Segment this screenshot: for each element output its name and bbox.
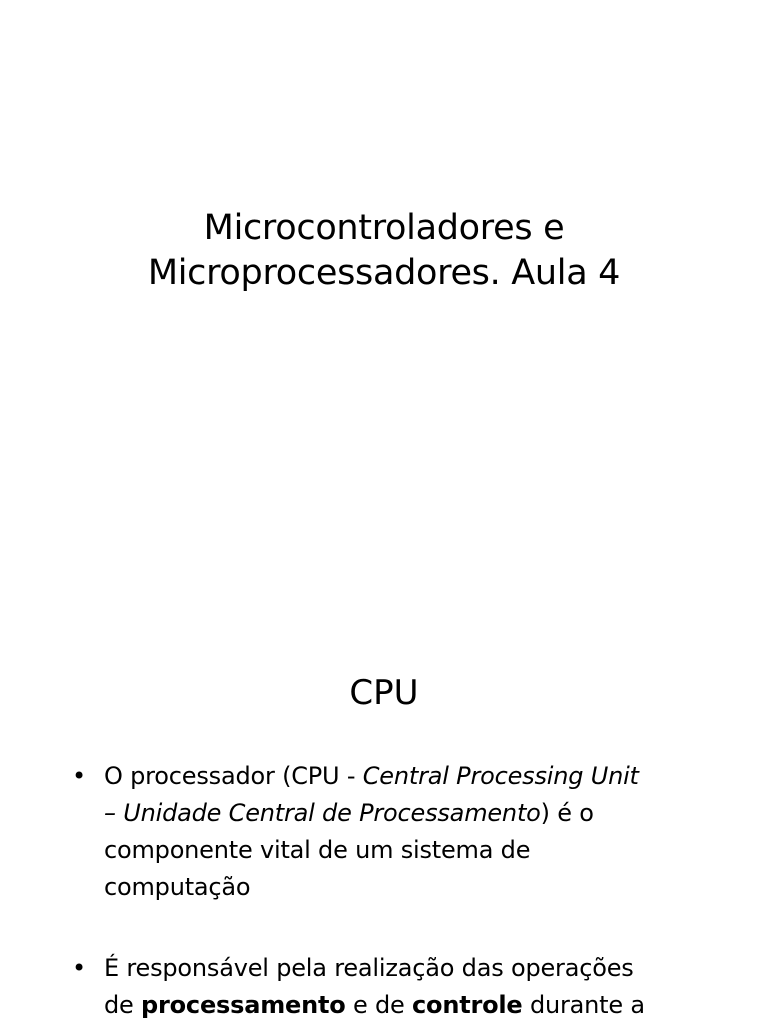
bullet-marker: • xyxy=(72,954,86,982)
bullet-2-line-2d: controle xyxy=(412,991,523,1019)
bullet-2-line-1: É responsável pela realização das operações xyxy=(104,954,634,982)
bullet-1-line-2b: ) é o xyxy=(540,799,594,827)
slide-cpu-heading: CPU xyxy=(349,673,419,713)
bullet-1-line-1b: Central Processing Unit xyxy=(362,762,639,790)
bullet-list xyxy=(72,758,712,1024)
slide-title-heading xyxy=(60,206,708,296)
bullet-1-line-3: componente vital de um sistema de xyxy=(104,836,531,864)
bullet-2-line-2a: de xyxy=(104,991,142,1019)
bullet-1-line-4: computação xyxy=(104,873,251,901)
bullet-item-cpu-role xyxy=(72,950,712,1024)
slide-cpu xyxy=(0,576,768,1024)
bullet-1-line-1a: O processador (CPU - xyxy=(104,762,363,790)
bullet-1-line-2a: – Unidade Central de Processamento xyxy=(104,799,541,827)
title-line-2: Microprocessadores. Aula 4 xyxy=(147,253,621,293)
bullet-2-line-2b: processamento xyxy=(141,991,346,1019)
bullet-item-cpu-definition xyxy=(72,758,712,906)
bullet-marker: • xyxy=(72,762,86,790)
bullet-2-line-2c: e de xyxy=(345,991,412,1019)
title-line-1: Microcontroladores e xyxy=(203,208,565,248)
bullet-2-line-2e: durante a xyxy=(522,991,645,1019)
